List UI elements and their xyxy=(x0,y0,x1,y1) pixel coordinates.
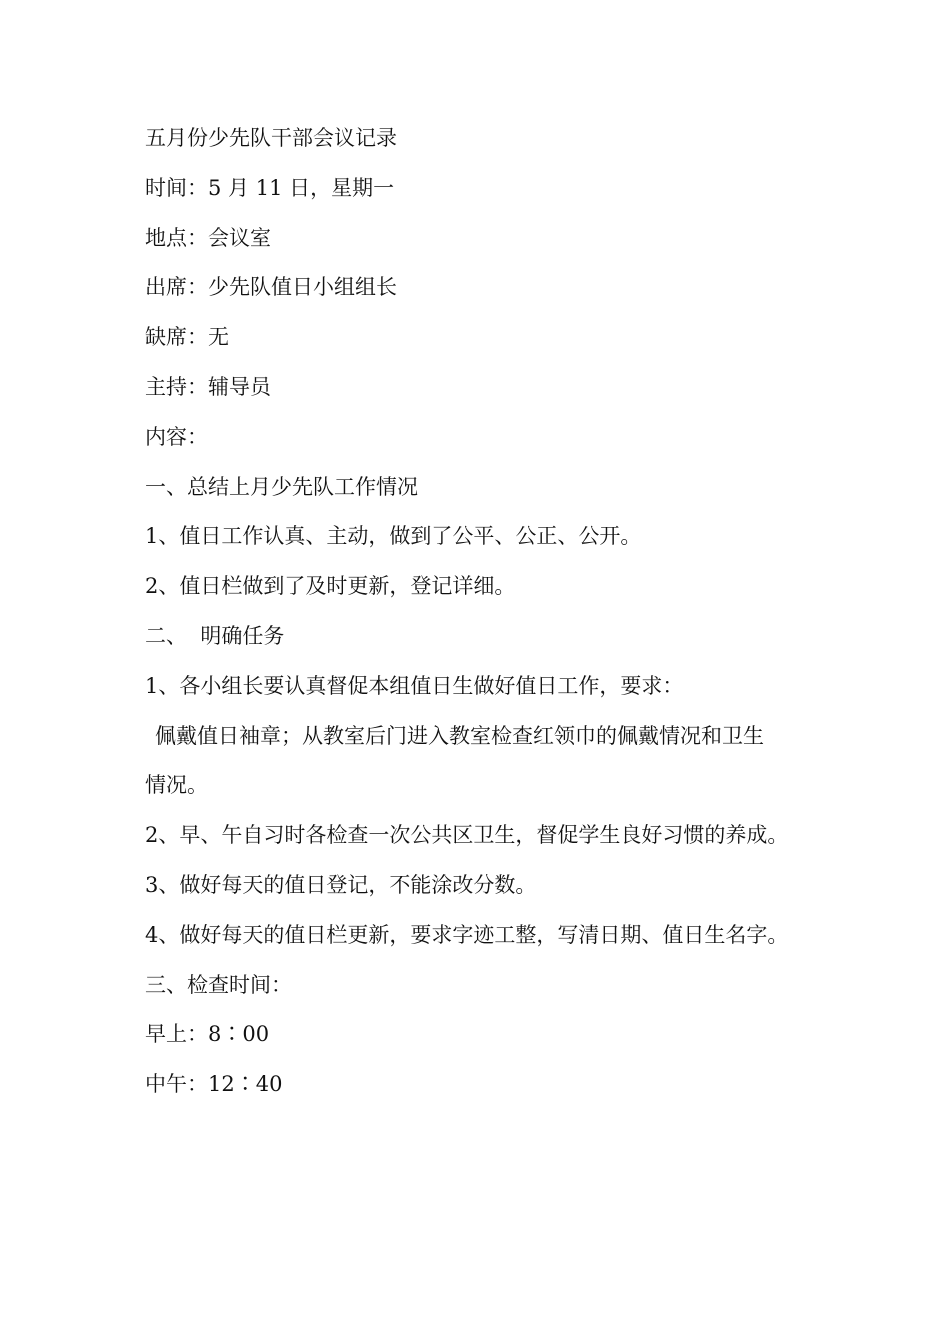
meeting-absent: 缺席：无 xyxy=(145,325,229,350)
meeting-host: 主持：辅导员 xyxy=(145,374,271,399)
meeting-attendees: 出席：少先队值日小组组长 xyxy=(145,275,397,300)
content-label: 内容： xyxy=(145,424,208,449)
section-1-heading: 一、总结上月少先队工作情况 xyxy=(145,474,418,499)
check-time-morning: 早上：8∶00 xyxy=(145,1022,270,1047)
meeting-place: 地点：会议室 xyxy=(145,225,271,250)
section-1-item: 1、值日工作认真、主动，做到了公平、公正、公开。 xyxy=(145,524,642,549)
check-time-noon: 中午：12∶40 xyxy=(145,1072,283,1097)
section-2-item-detail-continued: 情况。 xyxy=(145,773,208,798)
document-title: 五月份少先队干部会议记录 xyxy=(145,126,397,150)
section-2-item-detail: 佩戴值日袖章；从教室后门进入教室检查红领巾的佩戴情况和卫生 xyxy=(155,723,764,748)
section-1-item: 2、值日栏做到了及时更新，登记详细。 xyxy=(145,574,516,599)
meeting-time: 时间：5 月 11 日，星期一 xyxy=(145,175,395,200)
section-2-item: 4、做好每天的值日栏更新，要求字迹工整，写清日期、值日生名字。 xyxy=(145,922,789,947)
section-2-heading: 二、 明确任务 xyxy=(145,623,285,648)
document-body xyxy=(145,114,825,1110)
section-2-item: 3、做好每天的值日登记，不能涂改分数。 xyxy=(145,872,537,897)
section-2-item: 1、各小组长要认真督促本组值日生做好值日工作，要求： xyxy=(145,673,684,698)
section-3-heading: 三、检查时间： xyxy=(145,972,292,997)
section-2-item: 2、早、午自习时各检查一次公共区卫生，督促学生良好习惯的养成。 xyxy=(145,823,789,848)
